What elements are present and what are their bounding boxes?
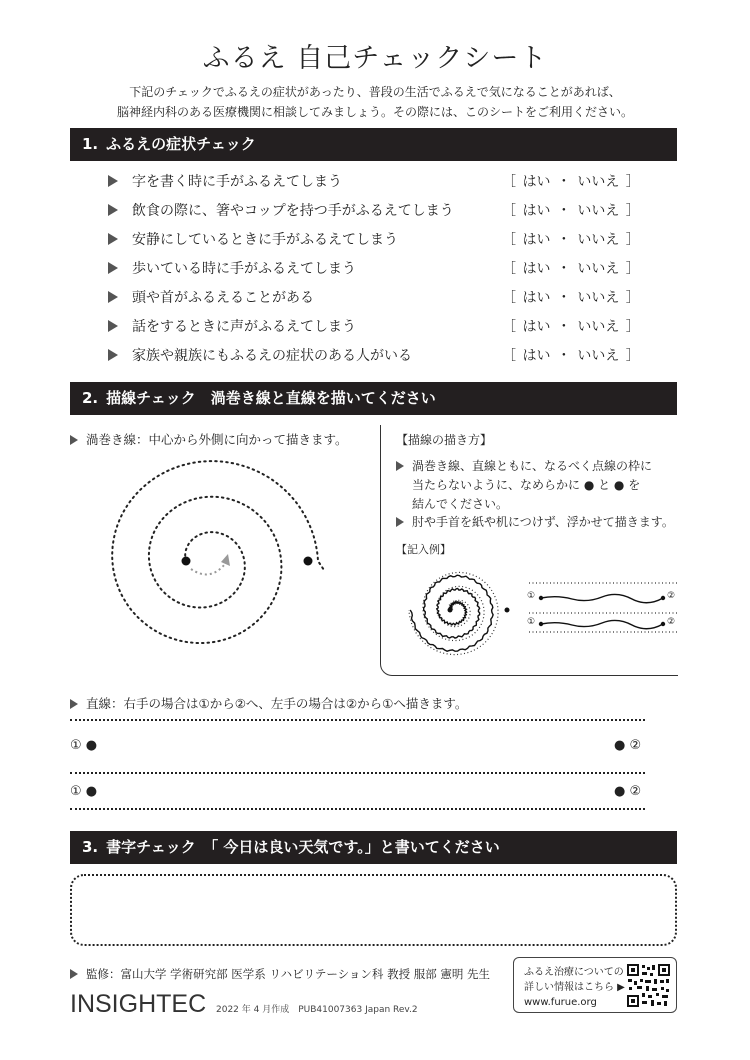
section1-title: ふるえの症状チェック [106, 135, 256, 153]
symptom-text: 話をするときに声がふるえてしまう [132, 319, 356, 335]
line1-start[interactable]: ① ● [70, 738, 98, 753]
yes-no-option[interactable]: ［ はい ・ いいえ ］ [502, 174, 640, 190]
section2-title: 描線チェック 渦巻き線と直線を描いてください [106, 389, 436, 407]
section1-number: 1. [82, 135, 99, 153]
section2-number: 2. [82, 389, 99, 407]
symptom-text: 飲食の際に、箸やコップを持つ手がふるえてしまう [132, 203, 454, 219]
section1-header [70, 128, 677, 161]
example-spiral [395, 562, 530, 667]
section3-header [70, 831, 677, 864]
intro-line-2: 脳神経内科のある医療機関に相談してみましょう。その際には、このシートをご利用ください。 [116, 105, 633, 119]
section3-title: 書字チェック 「 今日は良い天気です。」と書いてください [106, 838, 500, 856]
arrow-icon [396, 461, 404, 471]
arrow-icon [396, 517, 404, 527]
howto-step-1: 渦巻き線、直線ともに、なるべく点線の枠に 当たらないように、なめらかに ● と ● を 結んでください。 [396, 457, 652, 514]
symptom-item [108, 200, 638, 222]
arrow-icon [108, 262, 118, 274]
example-end-dot [505, 608, 510, 613]
symptom-text: 家族や親族にもふるえの症状のある人がいる [132, 348, 412, 364]
arrow-icon [70, 969, 78, 979]
yes-no-option[interactable]: ［ はい ・ いいえ ］ [502, 203, 640, 219]
symptom-item [108, 171, 638, 193]
arrow-head-icon [221, 554, 230, 566]
line-guide-top-1 [70, 719, 645, 721]
page-title: ふるえ 自己チェックシート [202, 43, 548, 74]
intro-text [0, 82, 750, 122]
qr-code-icon[interactable] [626, 963, 671, 1008]
arrow-icon [108, 204, 118, 216]
spiral-drawing-area[interactable] [70, 450, 370, 690]
example-point-1b: ① [527, 617, 536, 627]
symptom-text: 歩いている時に手がふるえてしまう [132, 261, 356, 277]
info-box-line-2: 詳しい情報はこちら ▶ [524, 982, 625, 993]
arrow-icon [70, 699, 78, 709]
section2-header [70, 382, 677, 415]
arrow-icon [108, 175, 118, 187]
line2-end[interactable]: ● ② [614, 784, 642, 799]
example-title: 【記入例】 [396, 543, 451, 556]
insightec-logo: INSIGHTEC [70, 990, 207, 1018]
example-point-2a: ② [667, 591, 676, 601]
yes-no-option[interactable]: ［ はい ・ いいえ ］ [502, 290, 640, 306]
example-start-dot [448, 608, 453, 613]
yes-no-option[interactable]: ［ はい ・ いいえ ］ [502, 261, 640, 277]
line2-start[interactable]: ① ● [70, 784, 98, 799]
supervisor-note: 監修：富山大学 学術研究部 医学系 リハビリテーション科 教授 服部 憲明 先生 [70, 966, 490, 982]
example-spiral-guide [409, 572, 498, 654]
symptom-item [108, 287, 638, 309]
handwriting-area[interactable] [70, 874, 677, 946]
intro-line-1: 下記のチェックでふるえの症状があったり、普段の生活でふるえで気になることがあれば、 [129, 85, 621, 99]
document-date-code: 2022 年 4 月作成 PUB41007363 Japan Rev.2 [216, 1005, 418, 1015]
arrow-icon [70, 435, 78, 445]
info-box-url[interactable]: www.furue.org [524, 997, 597, 1008]
yes-no-option[interactable]: ［ はい ・ いいえ ］ [502, 232, 640, 248]
symptom-item [108, 229, 638, 251]
yes-no-option[interactable]: ［ はい ・ いいえ ］ [502, 319, 640, 335]
yes-no-option[interactable]: ［ はい ・ いいえ ］ [502, 348, 640, 364]
example-point-2b: ② [667, 617, 676, 627]
arrow-icon [108, 291, 118, 303]
spiral-end-dot [304, 557, 313, 566]
info-box-line-1: ふるえ治療についての [524, 967, 624, 978]
example-spiral-line [410, 575, 493, 651]
symptom-text: 頭や首がふるえることがある [132, 290, 314, 306]
arrow-icon [108, 349, 118, 361]
line1-end[interactable]: ● ② [614, 738, 642, 753]
arrow-icon [108, 320, 118, 332]
example-point-1a: ① [527, 591, 536, 601]
spiral-start-dot [182, 557, 191, 566]
howto-title: 【描線の描き方】 [396, 433, 493, 447]
symptom-item [108, 258, 638, 280]
info-box[interactable] [513, 957, 677, 1013]
spiral-instruction: 渦巻き線：中心から外側に向かって描きます。 [70, 430, 348, 448]
direction-arrow-icon [191, 564, 225, 574]
line-instruction: 直線：右手の場合は①から②へ、左手の場合は②から①へ描きます。 [70, 694, 467, 712]
howto-step-2: 肘や手首を紙や机につけず、浮かせて描きます。 [396, 513, 674, 530]
section3-number: 3. [82, 838, 99, 856]
symptom-text: 安静にしているときに手がふるえてしまう [132, 232, 398, 248]
line-guide-bottom-1 [70, 772, 645, 774]
line-guide-bottom-2 [70, 808, 645, 810]
arrow-icon [108, 233, 118, 245]
symptom-item [108, 345, 638, 367]
example-lines [527, 578, 679, 638]
symptom-item [108, 316, 638, 338]
spiral-guide [112, 461, 324, 643]
symptom-text: 字を書く時に手がふるえてしまう [132, 174, 342, 190]
